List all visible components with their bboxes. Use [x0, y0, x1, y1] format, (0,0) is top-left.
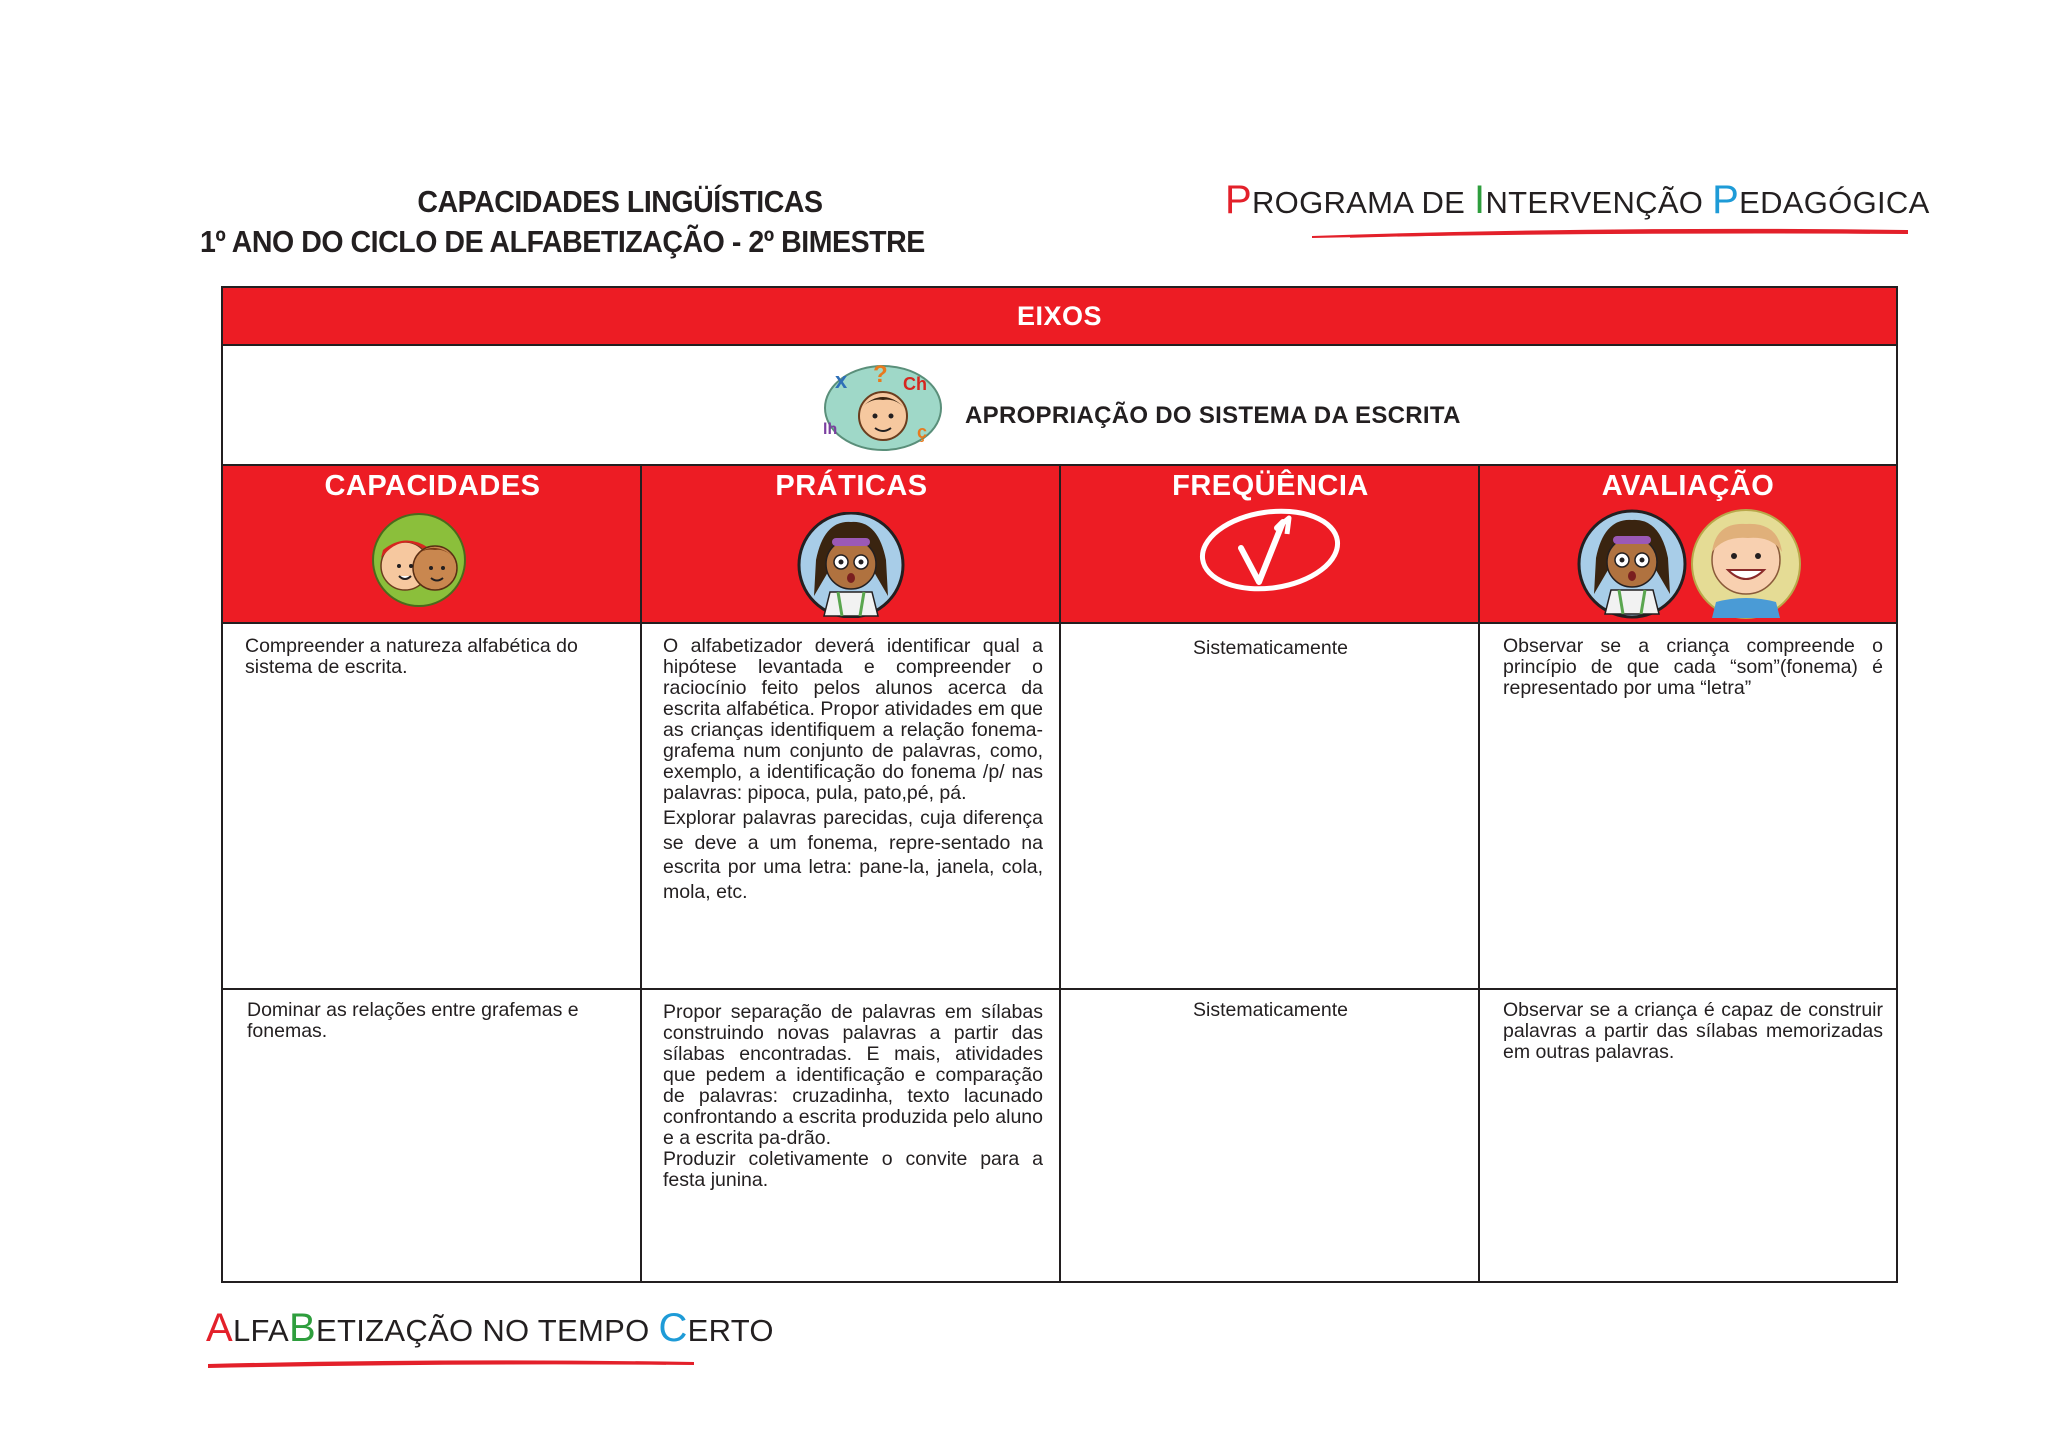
brand-bottom-word-2: ETIZAÇÃO NO TEMPO	[316, 1313, 659, 1348]
row1-praticas-para2: Explorar palavras parecidas, cuja diferença se deve a um fonema, repre-sentado na escrita por uma letra: pane-la, janela, cola, mola, etc.	[663, 807, 1043, 903]
col-head-frequencia	[1061, 466, 1480, 622]
row1-frequencia: Sistematicamente	[1193, 637, 1348, 659]
brand-bottom-initial-c: C	[658, 1306, 688, 1350]
brand-bottom-initial-b: B	[289, 1306, 317, 1350]
row2-praticas-para1: Propor separação de palavras em sílabas construindo novas palavras a partir das sílabas encontradas. E mais, atividades que pedem a identificação e comparação de palavras: cruzadinha, texto lacunado confrontando a escrita produzida pelo aluno e a escrita pa-drão.	[663, 1001, 1043, 1149]
col-title-frequencia: FREQÜÊNCIA	[1172, 470, 1369, 502]
col-title-avaliacao: AVALIAÇÃO	[1601, 470, 1775, 502]
icon-letter-x: x	[835, 368, 848, 393]
col-title-praticas: PRÁTICAS	[775, 470, 928, 502]
brand-swoosh-bottom	[206, 1354, 696, 1370]
program-brand	[1225, 178, 1930, 223]
brand-word-2: NTERVENÇÃO	[1485, 185, 1713, 220]
alfabetizacao-brand	[206, 1306, 774, 1351]
title-line-1: CAPACIDADES LINGÜÍSTICAS	[417, 184, 823, 219]
axis-row	[223, 346, 1896, 466]
brand-initial-p2: P	[1712, 178, 1740, 222]
row1-capacidade: Compreender a natureza alfabética do sistema de escrita.	[245, 635, 578, 678]
row1-praticas-para1: O alfabetizador deverá identificar qual a hipótese levantada e compreender o raciocínio feito pelos alunos acerca da escrita alfabética. Propor atividades em que as crianças identifiquem a relação fonema-grafema num conjunto de palavras, como, exemplo, a identificação do fonema /p/ nas palavras: pipoca, pula, pato,pé, pá.	[663, 635, 1043, 804]
col-head-capacidades	[223, 466, 642, 622]
col-title-capacidades: CAPACIDADES	[324, 470, 541, 502]
alfabetizacao-brand-text	[206, 1306, 774, 1351]
grid-vline-2	[1059, 466, 1061, 1281]
eixos-header: EIXOS	[223, 288, 1896, 346]
checkmark-icon	[1197, 500, 1343, 592]
girl-teacher-icon	[794, 512, 908, 618]
brand-bottom-word-3: ERTO	[687, 1313, 774, 1348]
row2-praticas	[663, 1002, 1043, 1191]
row2-capacidade: Dominar as relações entre grafemas e fonemas.	[247, 999, 579, 1042]
col-head-avaliacao	[1480, 466, 1896, 622]
row2-praticas-para2: Produzir coletivamente o convite para a festa junina.	[663, 1148, 1043, 1191]
brand-bottom-initial-a: A	[206, 1306, 233, 1350]
literacy-child-icon	[821, 358, 945, 452]
row1-avaliacao: Observar se a criança compreende o princípio de que cada “som”(fonema) é representado por uma “letra”	[1503, 635, 1883, 699]
brand-bottom-word-1: LFA	[232, 1313, 290, 1348]
grid-vline-3	[1478, 466, 1480, 1281]
brand-initial-i: I	[1474, 178, 1486, 222]
grid-vline-1	[640, 466, 642, 1281]
icon-letter-ch: Ch	[903, 374, 927, 394]
icon-letter-c-cedilla: ç	[917, 422, 928, 442]
document-title	[200, 184, 1040, 260]
brand-word-3: EDAGÓGICA	[1739, 185, 1930, 220]
grid-hline-row-divider	[223, 988, 1896, 990]
row1-praticas	[663, 636, 1043, 904]
row2-avaliacao: Observar se a criança é capaz de construir palavras a partir das sílabas memorizadas em outras palavras.	[1503, 999, 1883, 1063]
axis-title: APROPRIAÇÃO DO SISTEMA DA ESCRITA	[965, 402, 1461, 429]
icon-letter-question: ?	[873, 361, 888, 388]
capacities-table	[221, 286, 1898, 1283]
brand-swoosh-top	[1310, 224, 1910, 240]
icon-letter-lh: lh	[823, 421, 838, 438]
col-head-praticas	[642, 466, 1061, 622]
brand-word-1: ROGRAMA DE	[1251, 185, 1475, 220]
program-brand-text	[1225, 178, 1930, 223]
children-icon	[365, 512, 473, 608]
title-line-2: 1º ANO DO CICLO DE ALFABETIZAÇÃO - 2º BIMESTRE	[200, 224, 925, 259]
children-evaluation-icon	[1576, 508, 1808, 620]
brand-initial-p: P	[1225, 178, 1252, 222]
row2-frequencia: Sistematicamente	[1193, 999, 1348, 1021]
